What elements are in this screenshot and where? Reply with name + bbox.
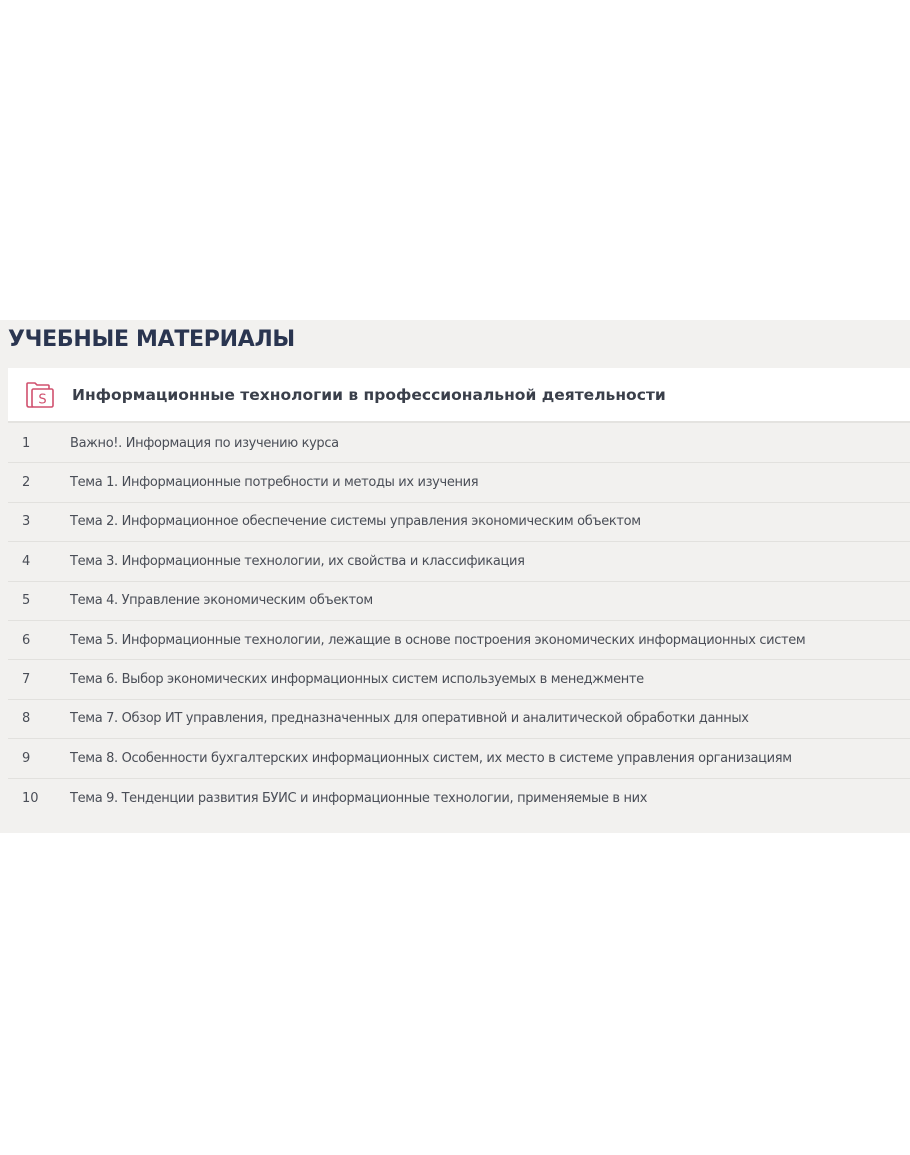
item-link[interactable]: Тема 9. Тенденции развития БУИС и информационные технологии, применяемые в них <box>70 790 648 806</box>
list-item[interactable] <box>8 582 910 621</box>
item-link[interactable]: Тема 7. Обзор ИТ управления, предназначенных для оперативной и аналитической обработки данных <box>70 711 749 727</box>
list-item[interactable] <box>8 503 910 542</box>
course-header[interactable] <box>8 368 910 423</box>
item-number: 7 <box>22 672 31 688</box>
list-item[interactable] <box>8 700 910 739</box>
item-number: 4 <box>22 553 31 569</box>
list-item[interactable] <box>8 424 910 463</box>
list-item[interactable] <box>8 621 910 660</box>
item-link[interactable]: Тема 6. Выбор экономических информационных систем используемых в менеджменте <box>70 672 644 688</box>
item-number: 6 <box>22 632 31 648</box>
item-number: 5 <box>22 593 31 609</box>
list-item[interactable] <box>8 779 910 818</box>
item-link[interactable]: Тема 8. Особенности бухгалтерских информационных систем, их место в системе управления организациям <box>70 750 792 766</box>
section-title: УЧЕБНЫЕ МАТЕРИАЛЫ <box>8 327 295 352</box>
item-number: 10 <box>22 790 39 806</box>
materials-list <box>8 424 910 818</box>
item-number: 9 <box>22 750 31 766</box>
item-number: 3 <box>22 514 31 530</box>
item-number: 1 <box>22 435 31 451</box>
item-link[interactable]: Тема 5. Информационные технологии, лежащие в основе построения экономических информационных систем <box>70 632 806 648</box>
list-item[interactable] <box>8 542 910 581</box>
item-link[interactable]: Тема 2. Информационное обеспечение системы управления экономическим объектом <box>70 514 641 530</box>
list-item[interactable] <box>8 660 910 699</box>
list-item[interactable] <box>8 739 910 778</box>
item-link[interactable]: Тема 3. Информационные технологии, их свойства и классификация <box>70 553 525 569</box>
item-link[interactable]: Важно!. Информация по изучению курса <box>70 435 339 451</box>
item-link[interactable]: Тема 4. Управление экономическим объектом <box>70 593 373 609</box>
folder-s-icon <box>24 380 56 410</box>
list-item[interactable] <box>8 463 910 502</box>
item-number: 2 <box>22 475 31 491</box>
folder-icon-letter: S <box>38 392 47 407</box>
course-title[interactable]: Информационные технологии в профессиональной деятельности <box>72 385 666 404</box>
learning-materials-panel <box>0 320 910 833</box>
item-link[interactable]: Тема 1. Информационные потребности и методы их изучения <box>70 475 479 491</box>
item-number: 8 <box>22 711 31 727</box>
